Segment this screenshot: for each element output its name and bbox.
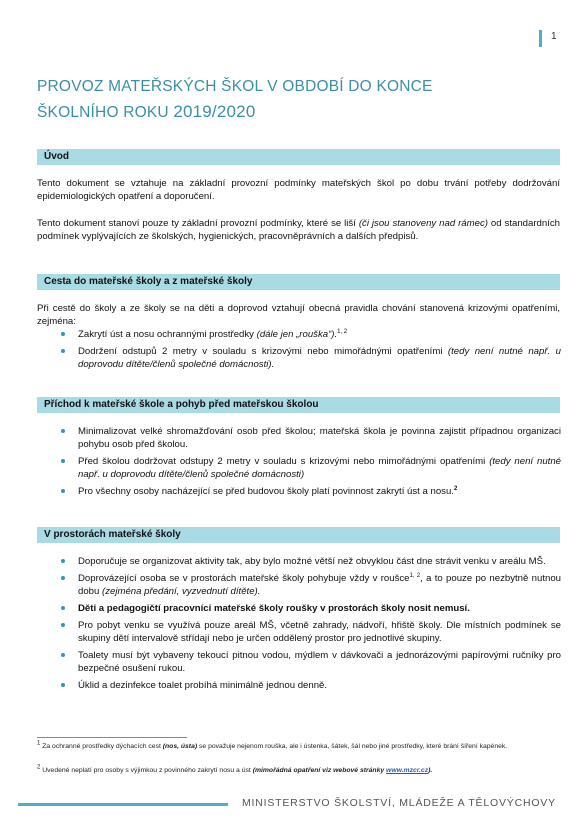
bullet-icon <box>61 683 65 687</box>
list-item <box>78 425 561 451</box>
bullet-icon <box>61 489 65 493</box>
footnote-ref: 1, 2 <box>337 328 348 335</box>
prostory-b6-text: Úklid a dezinfekce toalet probíhá minimálně jednou denně. <box>78 680 328 691</box>
section-heading-label: V prostorách mateřské školy <box>44 529 181 540</box>
title-line-2-text: ŠKOLNÍHO ROKU <box>37 104 174 121</box>
title-line-1: PROVOZ MATEŘSKÝCH ŠKOL V OBDOBÍ DO KONCE <box>37 78 433 95</box>
mzcr-link[interactable]: www.mzcr.cz <box>386 767 429 774</box>
footnote-number: 1 <box>37 740 41 747</box>
cesta-intro: Při cestě do školy a ze školy se na děti a doprovod vztahují obecná pravidla chování stanovená krizovými opatřeními, zejména: <box>37 303 560 327</box>
footnote-1-text-2: se považuje nejenom rouška, ale i ústenka, šátek, šál nebo jiné prostředky, které brání šíření kapének. <box>197 743 508 750</box>
uvod-paragraph-2 <box>37 217 560 243</box>
prostory-b2-italic: (zejména předání, vyzvednutí dítěte). <box>102 586 261 597</box>
title-year: 2019/2020 <box>173 102 256 121</box>
page-title <box>37 74 433 125</box>
list-item <box>78 649 561 675</box>
footnote-ref: 1, 2 <box>409 572 421 579</box>
prichod-b1-text: Minimalizovat velké shromažďování osob před školou; mateřská škola je povinna zajistit případnou organizaci pohybu osob před školou. <box>78 426 561 450</box>
list-item <box>78 345 561 371</box>
prostory-list <box>78 555 561 696</box>
uvod-paragraph-1: Tento dokument se vztahuje na základní provozní podmínky mateřských škol po dobu trvání potřeby dodržování epidemiologických opatření a doporučení. <box>37 178 560 202</box>
section-heading-cesta <box>37 274 560 290</box>
list-item <box>78 455 561 481</box>
cesta-b2-text: Dodržení odstupů 2 metry v souladu s krizovými nebo mimořádnými opatřeními <box>78 346 448 357</box>
footnote-2-text: Uvedené neplatí pro osoby s výjimkou z povinného zakrytí nosu a úst <box>40 767 253 774</box>
prichod-b3-text: Pro všechny osoby nacházející se před budovou školy platí povinnost zakrytí úst a nosu. <box>78 486 454 497</box>
uvod-p2-b: (či jsou stanoveny nad rámec) <box>358 218 488 229</box>
footnote-ref: 2 <box>453 485 458 492</box>
bullet-icon <box>61 349 65 353</box>
footnote-divider <box>37 737 187 738</box>
section-heading-label: Příchod k mateřské škole a pohyb před mateřskou školou <box>44 399 319 410</box>
bullet-icon <box>61 576 65 580</box>
cesta-b1-italic: (dále jen „rouška“). <box>256 329 338 340</box>
footnote-1-bold: (nos, ústa) <box>162 743 198 750</box>
footer-ministry: MINISTERSTVO ŠKOLSTVÍ, MLÁDEŽE A TĚLOVÝCHOVY <box>242 797 556 809</box>
section-heading-label: Cesta do mateřské školy a z mateřské školy <box>44 276 253 287</box>
prostory-b3-text: Děti a pedagogičtí pracovníci mateřské školy roušky v prostorách školy nosit nemusí. <box>78 603 470 614</box>
list-item <box>78 619 561 645</box>
list-item <box>78 679 561 692</box>
cesta-b2-italic: (tedy není nutné např. u doprovodu dítěte/členů společné domácnosti). <box>78 346 561 370</box>
prichod-b2-italic: (tedy není nutné např. u doprovodu dítěte/členů společné domácnosti) <box>78 456 561 480</box>
cesta-list <box>78 328 561 375</box>
bullet-icon <box>61 623 65 627</box>
footer-bar <box>18 803 228 806</box>
footnote-2 <box>37 766 560 776</box>
list-item <box>78 555 561 568</box>
prichod-list <box>78 425 561 502</box>
section-heading-prostory <box>37 527 560 543</box>
section-heading-prichod <box>37 397 560 413</box>
section-heading-uvod <box>37 149 560 165</box>
footnote-2-end: ). <box>428 767 433 774</box>
page-number-bar <box>539 30 542 47</box>
cesta-b1-text: Zakrytí úst a nosu ochrannými prostředky <box>78 329 257 340</box>
prostory-b4-text: Pro pobyt venku se využívá pouze areál MŠ, včetně zahrady, nádvoří, hřiště školy. Dle místních podmínek se skupiny dětí intervalově střídají nebo je určen oddělený prostor pro jednotlivé skupiny. <box>78 620 561 644</box>
section-heading-label: Úvod <box>44 151 69 162</box>
footnote-2-bold: (mimořádná opatření viz webové stránky <box>252 767 387 774</box>
list-item <box>78 572 561 598</box>
prostory-b1-text: Doporučuje se organizovat aktivity tak, aby bylo možné větší než obvyklou část dne strávit venku v areálu MŠ. <box>78 556 546 567</box>
footnote-number: 2 <box>37 764 41 771</box>
uvod-p2-a: Tento dokument stanoví pouze ty základní provozní podmínky, které se liší <box>37 218 359 229</box>
list-item <box>78 328 561 341</box>
footnote-1-text: Za ochranné prostředky dýchacích cest <box>40 743 163 750</box>
prichod-b2-text: Před školou dodržovat odstupy 2 metry v souladu s krizovými nebo mimořádnými opatřeními <box>78 456 490 467</box>
bullet-icon <box>61 332 65 336</box>
bullet-icon <box>61 559 65 563</box>
list-item <box>78 602 561 615</box>
page-number: 1 <box>551 31 557 42</box>
bullet-icon <box>61 459 65 463</box>
bullet-icon <box>61 653 65 657</box>
prostory-b2-text-2: , a to pouze po nezbytně nutnou dobu <box>78 573 561 597</box>
footnote-1 <box>37 742 560 752</box>
prostory-b2-text: Doprovázející osoba se v prostorách mateřské školy pohybuje vždy v roušce <box>78 573 410 584</box>
prostory-b5-text: Toalety musí být vybaveny tekoucí pitnou vodou, mýdlem v dávkovači a jednorázovými papírovými ručníky pro bezpečné osušení rukou. <box>78 650 561 674</box>
uvod-p2-c: od standardních podmínek vyplývajících ze školských, hygienických, pracovněprávních a dalších předpisů. <box>37 218 560 242</box>
list-item <box>78 485 561 498</box>
title-line-2 <box>37 99 433 125</box>
bullet-icon <box>61 606 65 610</box>
bullet-icon <box>61 429 65 433</box>
